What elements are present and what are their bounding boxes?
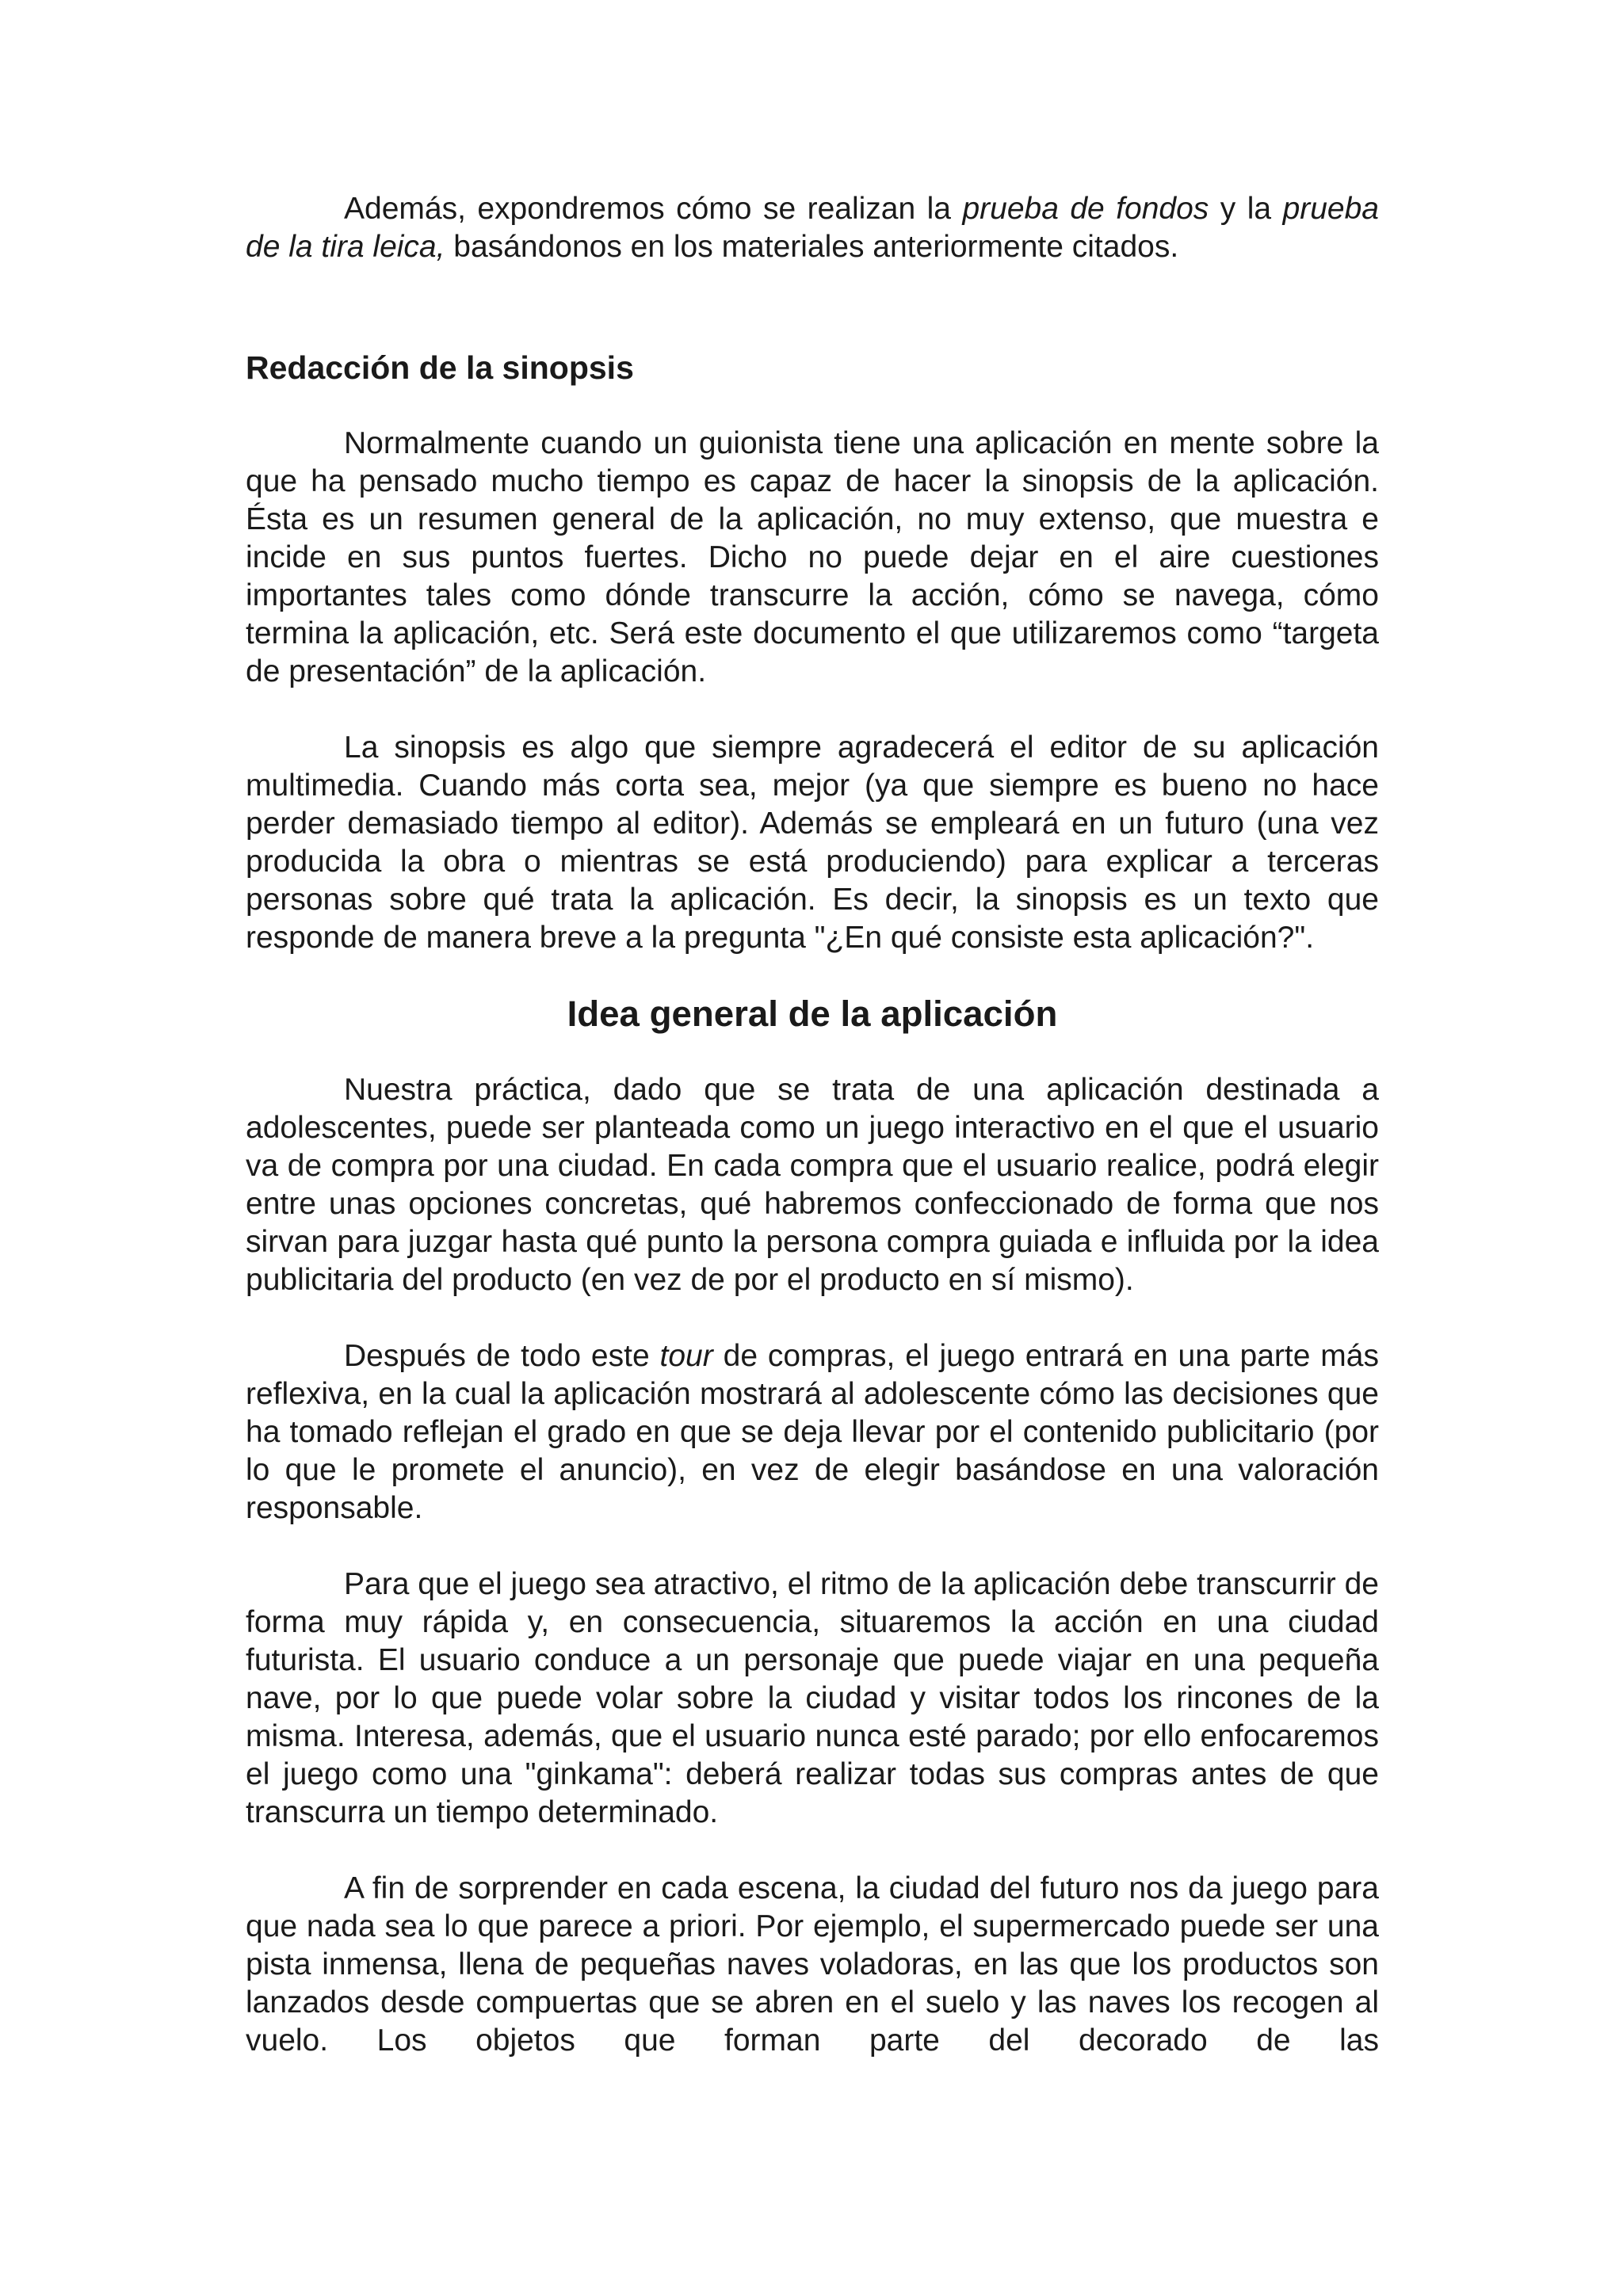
idea-paragraph-4: A fin de sorprender en cada escena, la ciudad del futuro nos da juego para que nada sea lo que parece a priori. Por ejemplo, el supermercado puede ser una pista inmensa, llena de pequeñas naves voladoras, en las que los productos son lanzados desde compuertas que se abren en el suelo y las naves los recogen al vuelo. Los objetos que forman parte del decorado de las [246,1871,1379,2058]
sinopsis-paragraph-2: La sinopsis es algo que siempre agradecerá el editor de su aplicación multimedia. Cuando más corta sea, mejor (ya que siempre es bueno no hace perder demasiado tiempo al editor). Además se empleará en un futuro (una vez producida la obra o mientras se está produciendo) para explicar a terceras personas sobre qué trata la aplicación. Es decir, la sinopsis es un texto que responde de manera breve a la pregunta "¿En qué consiste esta aplicación?". [246,730,1379,955]
document-page [246,190,1379,2060]
section-heading: Redacción de la sinopsis [246,349,634,386]
intro-text-1: Además, expondremos cómo se realizan la [344,192,963,226]
idea-p2-text-1: Después de todo este [344,1339,660,1373]
idea-paragraph-3: Para que el juego sea atractivo, el ritmo de la aplicación debe transcurrir de forma muy rápida y, en consecuencia, situaremos la acción en una ciudad futurista. El usuario conduce a un personaje que puede viajar en una pequeña nave, por lo que puede volar sobre la ciudad y visitar todos los rincones de la misma. Interesa, además, que el usuario nunca esté parado; por ello enfocaremos el juego como una "ginkama": deberá realizar todas sus compras antes de que transcurra un tiempo determinado. [246,1567,1379,1829]
sinopsis-paragraph-1: Normalmente cuando un guionista tiene una aplicación en mente sobre la que ha pensado mucho tiempo es capaz de hacer la sinopsis de la aplicación. Ésta es un resumen general de la aplicación, no muy extenso, que muestra e incide en sus puntos fuertes. Dicho no puede dejar en el aire cuestiones importantes tales como dónde transcurre la acción, cómo se navega, cómo termina la aplicación, etc. Será este documento el que utilizaremos como “targeta de presentación” de la aplicación. [246,426,1379,688]
intro-emphasis-1: prueba de fondos [962,192,1209,226]
intro-text-3: basándonos en los materiales anteriormente citados. [445,230,1179,264]
intro-paragraph [246,190,1379,266]
idea-p2-emphasis: tour [659,1339,713,1373]
idea-p2-text-2: de compras, el juego entrará en una parte más reflexiva, en la cual la aplicación mostrará al adolescente cómo las decisiones que ha tomado reflejan el grado en que se deja llevar por el contenido publicitario (por lo que le promete el anuncio), en vez de elegir basándose en una valoración responsable. [246,1339,1379,1525]
intro-text-2: y la [1209,192,1283,226]
subsection-heading: Idea general de la aplicación [567,994,1058,1034]
idea-paragraph-1: Nuestra práctica, dado que se trata de una aplicación destinada a adolescentes, puede ser planteada como un juego interactivo en el que el usuario va de compra por una ciudad. En cada compra que el usuario realice, podrá elegir entre unas opciones concretas, qué habremos confeccionado de forma que nos sirvan para juzgar hasta qué punto la persona compra guiada e influida por la idea publicitaria del producto (en vez de por el producto en sí mismo). [246,1073,1379,1297]
idea-paragraph-2 [246,1337,1379,1527]
intro-emphasis-2: prueba de la tira leica, [246,192,1379,264]
